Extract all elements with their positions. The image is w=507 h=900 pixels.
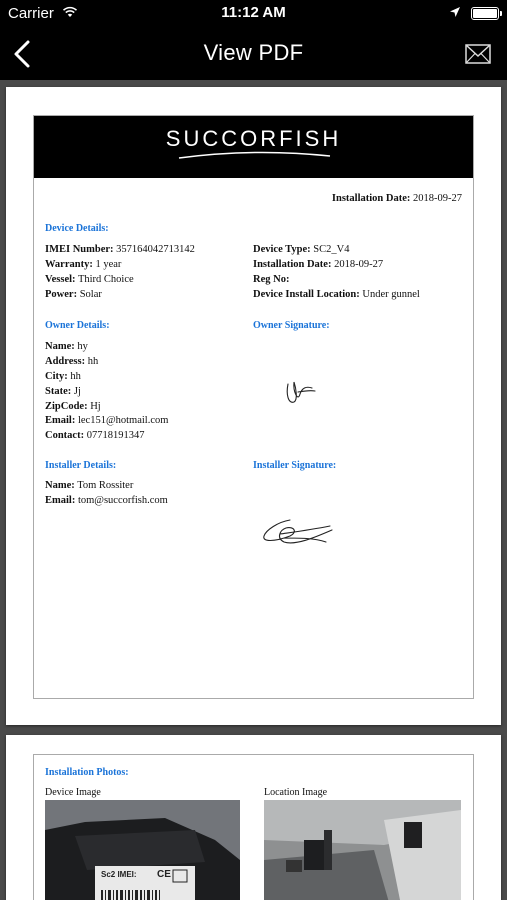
- mail-icon[interactable]: [465, 42, 491, 66]
- owner-signature: [282, 374, 322, 410]
- warranty-field: Warranty: 1 year: [45, 259, 122, 270]
- owner-state-field: State: Jj: [45, 386, 81, 397]
- owner-signature-title: Owner Signature:: [253, 320, 330, 331]
- device-image-label: Device Image: [45, 787, 101, 798]
- owner-contact-field: Contact: 07718191347: [45, 430, 145, 441]
- page-title: View PDF: [203, 40, 304, 65]
- photos-document: [33, 754, 474, 900]
- device-type-field: Device Type: SC2_V4: [253, 244, 350, 255]
- device-details-title: Device Details:: [45, 223, 109, 234]
- nav-bar: [0, 28, 507, 80]
- installation-photos-title: Installation Photos:: [45, 767, 129, 778]
- imei-field: IMEI Number: 357164042713142: [45, 244, 195, 255]
- device-installation-date-field: Installation Date: 2018-09-27: [253, 259, 384, 270]
- owner-email-field: Email: lec151@hotmail.com: [45, 415, 169, 426]
- certificate-document: [33, 115, 474, 699]
- installation-date-header: Installation Date: 2018-09-27: [331, 193, 462, 204]
- ce-mark-icon: CE: [157, 869, 171, 880]
- brand-swoosh-icon: [177, 150, 332, 160]
- owner-details-title: Owner Details:: [45, 320, 110, 331]
- pdf-page-2: [6, 735, 501, 900]
- battery-icon: [471, 7, 499, 20]
- status-bar: [0, 0, 507, 28]
- pdf-page-1: [6, 87, 501, 725]
- device-label-text: Sc2 IMEI:: [101, 870, 137, 879]
- device-image: [45, 800, 240, 900]
- brand-logo: SUCCORFISH: [165, 126, 342, 151]
- installer-name-field: Name: Tom Rossiter: [45, 480, 134, 491]
- brand-banner: [34, 116, 473, 178]
- installer-signature-title: Installer Signature:: [253, 460, 337, 471]
- installer-details-title: Installer Details:: [45, 460, 117, 471]
- location-image: [264, 800, 461, 900]
- install-location-field: Device Install Location: Under gunnel: [253, 289, 420, 300]
- location-image-label: Location Image: [264, 787, 328, 798]
- location-arrow-icon: [449, 6, 461, 18]
- reg-no-field: Reg No:: [253, 274, 290, 285]
- installer-email-field: Email: tom@succorfish.com: [45, 495, 168, 506]
- carrier-label: Carrier: [8, 5, 54, 22]
- owner-address-field: Address: hh: [45, 356, 99, 367]
- owner-name-field: Name: hy: [45, 341, 88, 352]
- vessel-field: Vessel: Third Choice: [45, 274, 134, 285]
- owner-zipcode-field: ZipCode: Hj: [45, 401, 101, 412]
- clock: 11:12 AM: [221, 4, 286, 21]
- installer-signature: [260, 512, 340, 552]
- power-field: Power: Solar: [45, 289, 102, 300]
- owner-city-field: City: hh: [45, 371, 81, 382]
